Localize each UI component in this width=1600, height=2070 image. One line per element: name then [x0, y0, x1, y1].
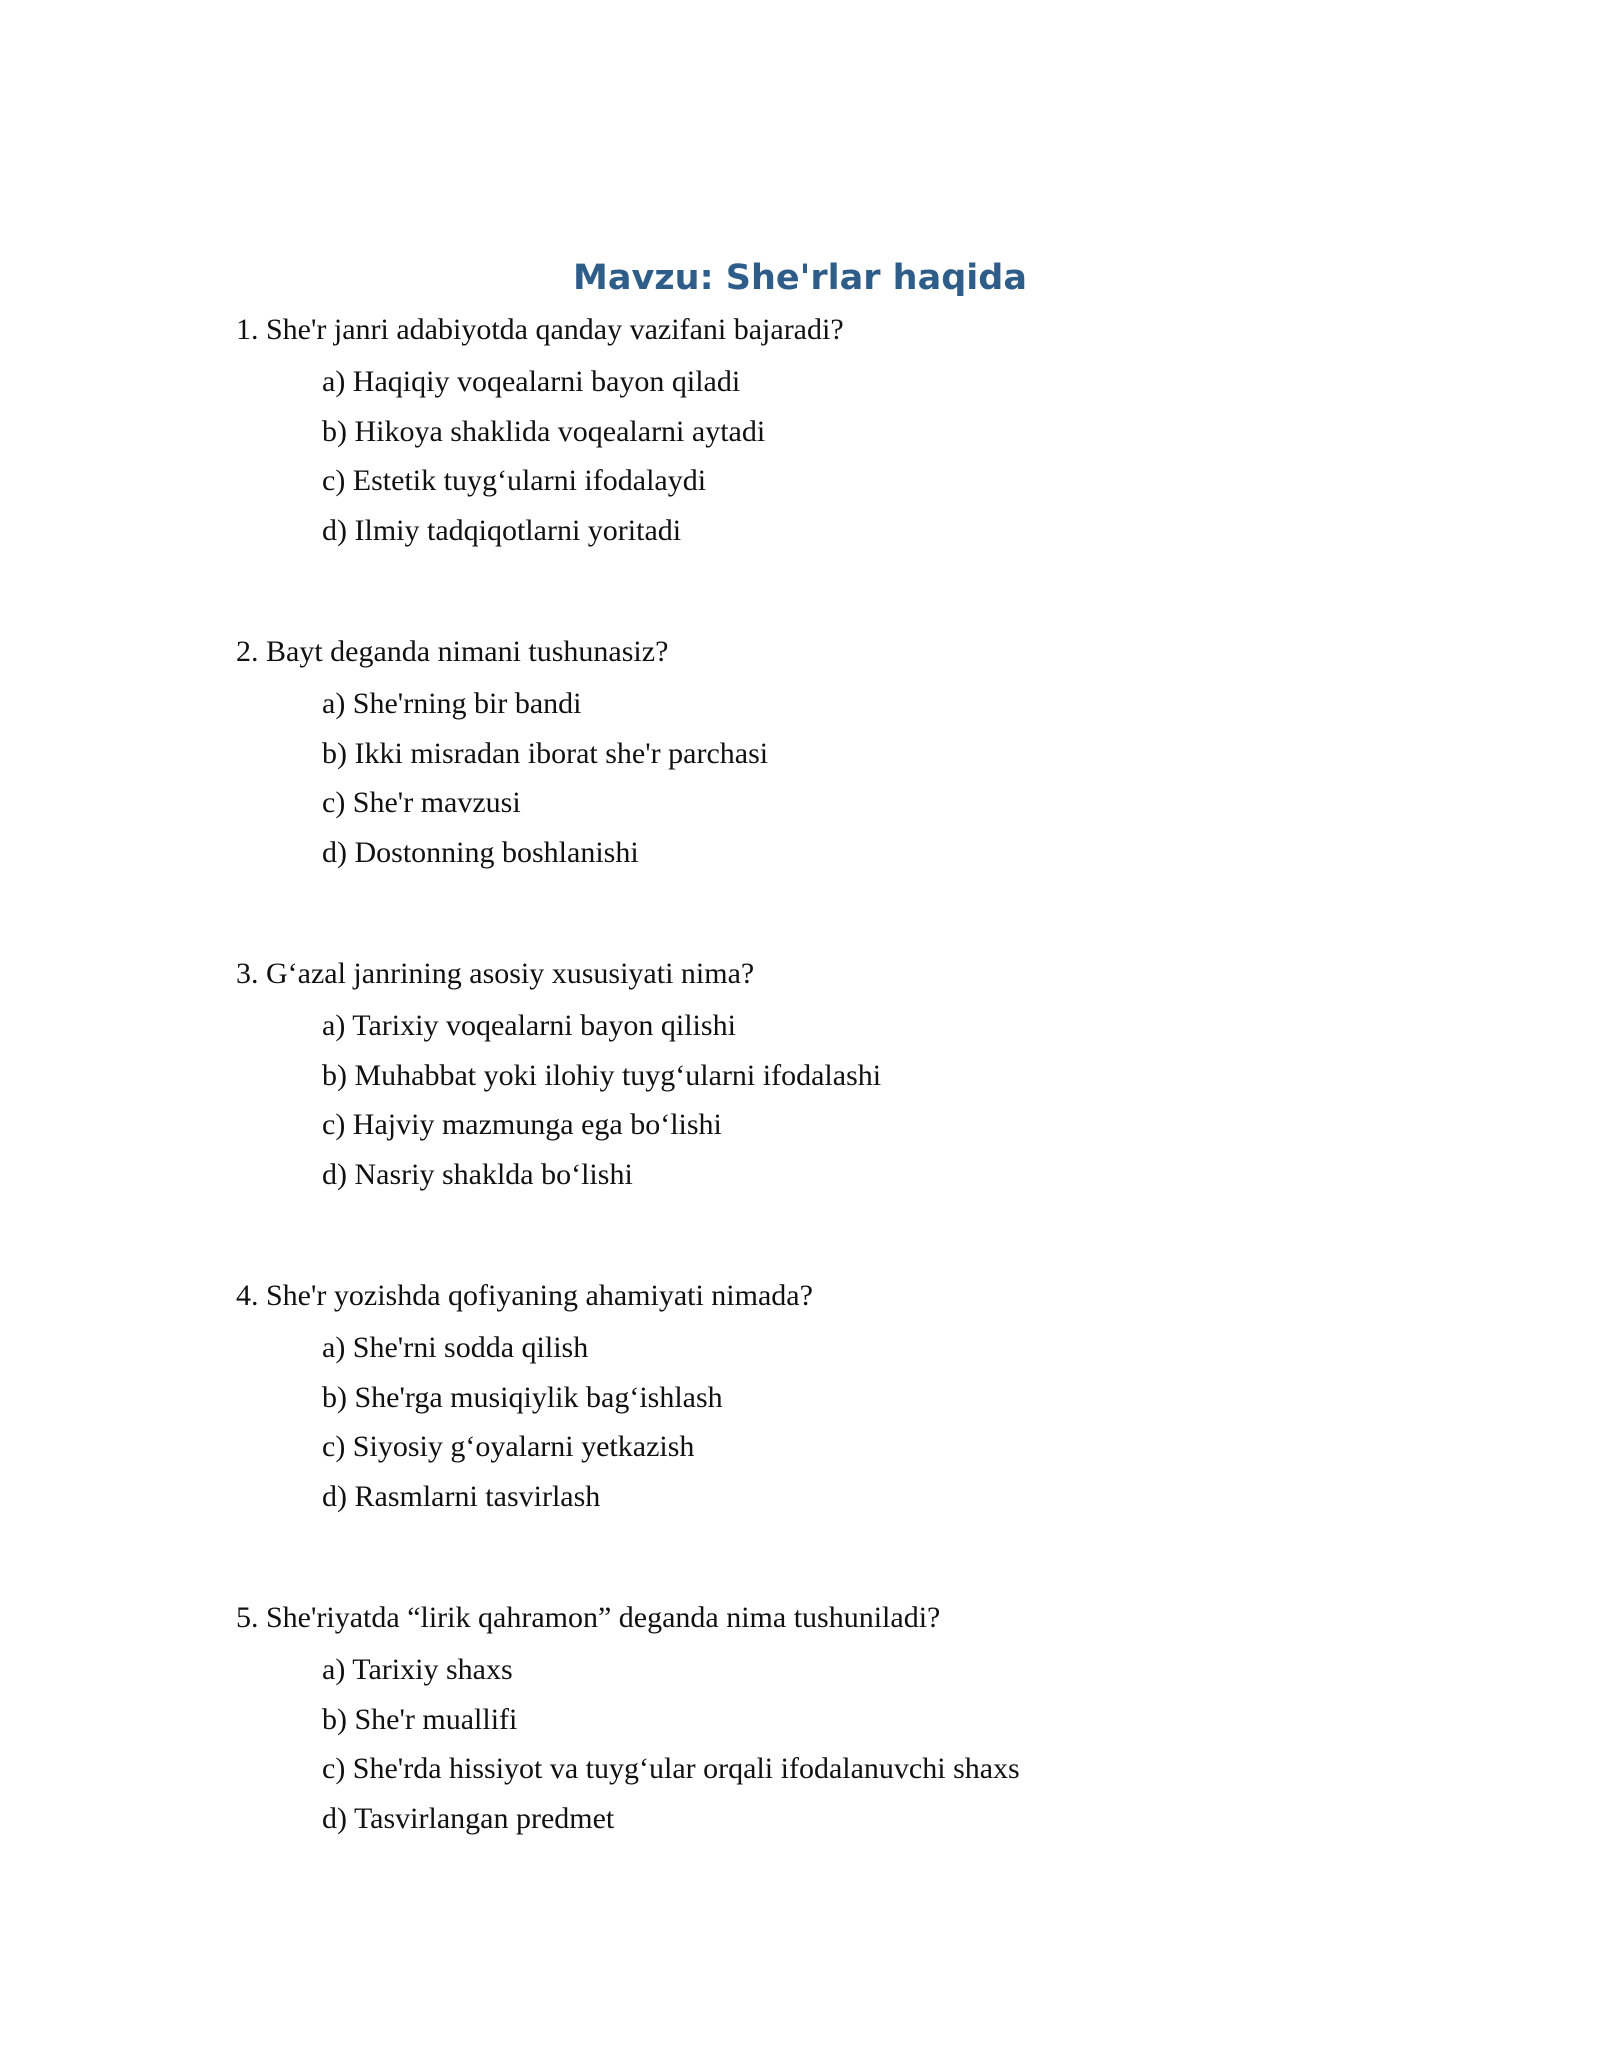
question-5: [236, 1593, 1436, 1915]
option-b: b) She'r muallifi: [322, 1702, 518, 1736]
option-c: c) She'r mavzusi: [322, 786, 521, 819]
answer-options: [236, 357, 1436, 555]
option-a: a) Tarixiy shaxs: [322, 1653, 513, 1686]
option-d: d) Tasvirlangan predmet: [322, 1801, 615, 1835]
answer-options: [236, 1001, 1436, 1199]
question-text: 2. Bayt deganda nimani tushunasiz?: [236, 635, 669, 668]
option-d: d) Nasriy shakldа bo‘lishi: [322, 1157, 633, 1191]
answer-options: [236, 1323, 1436, 1521]
option-b: b) She'rga musiqiylik bag‘ishlash: [322, 1380, 723, 1414]
option-a: a) She'rni sodda qilish: [322, 1331, 589, 1364]
question-text: 5. She'riyatda “lirik qahramon” deganda nima tushuniladi?: [236, 1601, 941, 1634]
question-2: [236, 627, 1436, 949]
option-d: d) Dostonning boshlanishi: [322, 835, 639, 869]
answer-options: [236, 679, 1436, 877]
question-text: 1. She'r janri adabiyotda qanday vazifani bajaradi?: [236, 313, 844, 346]
option-a: a) Haqiqiy voqealarni bayon qiladi: [322, 365, 741, 398]
question-text: 3. G‘azal janrining asosiy xususiyati nima?: [236, 957, 755, 990]
question-4: [236, 1271, 1436, 1593]
option-c: c) Siyosiy g‘oyalarni yetkazish: [322, 1430, 695, 1463]
question-text: 4. She'r yozishda qofiyaning ahamiyati nimada?: [236, 1279, 813, 1312]
question-1: [236, 305, 1436, 627]
question-list: [236, 305, 1436, 1915]
option-c: c) She'rda hissiyot va tuyg‘ular orqali ifodalanuvchi shaxs: [322, 1752, 1020, 1785]
option-a: a) She'rning bir bandi: [322, 687, 582, 720]
option-b: b) Ikki misradan iborat she'r parchasi: [322, 736, 769, 770]
option-b: b) Hikoya shaklida voqealarni aytadi: [322, 414, 766, 448]
option-a: a) Tarixiy voqealarni bayon qilishi: [322, 1009, 736, 1042]
answer-options: [236, 1645, 1436, 1843]
option-c: c) Hajviy mazmunga ega bo‘lishi: [322, 1108, 722, 1141]
option-c: c) Estetik tuyg‘ularni ifodalaydi: [322, 464, 707, 497]
page-title: Mavzu: She'rlar haqida: [573, 258, 1027, 298]
option-d: d) Rasmlarni tasvirlash: [322, 1479, 601, 1513]
option-d: d) Ilmiy tadqiqotlarni yoritadi: [322, 513, 682, 547]
question-3: [236, 949, 1436, 1271]
option-b: b) Muhabbat yoki ilohiy tuyg‘ularni ifodalashi: [322, 1058, 882, 1092]
